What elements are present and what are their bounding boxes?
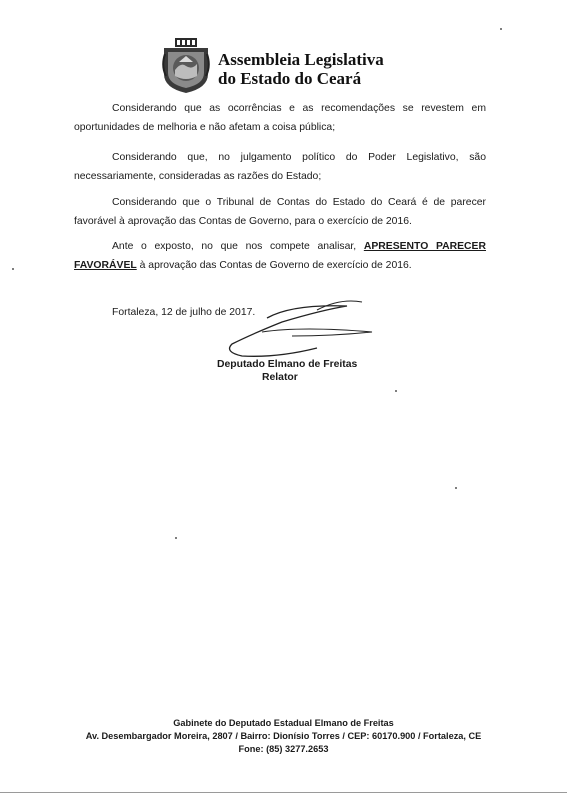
scan-speck — [12, 268, 14, 270]
paragraph-considering-court-opinion: Considerando que o Tribunal de Contas do Estado do Ceará é de parecer favorável à aprovação das Contas de Governo, para o exercício de 2016. — [74, 197, 486, 227]
footer-address: Av. Desembargador Moreira, 2807 / Bairro: Dionísio Torres / CEP: 60170.900 / Fortaleza, CE — [85, 731, 482, 741]
scan-speck — [395, 390, 397, 392]
scan-speck — [500, 28, 502, 30]
scan-speck — [455, 487, 457, 489]
footer-phone: Fone: (85) 3277.2653 — [238, 744, 329, 754]
conclusion-text-before: Ante o exposto, no que nos compete analisar, — [112, 241, 364, 252]
handwritten-signature — [222, 296, 382, 366]
scan-speck — [175, 537, 177, 539]
scan-edge-line — [0, 792, 567, 793]
favorable-opinion-highlight: APRESENTO PARECER FAVORÁVEL — [74, 241, 486, 271]
organization-name-line2: do Estado do Ceará — [218, 69, 362, 88]
paragraph-conclusion — [74, 238, 486, 275]
organization-name — [218, 50, 384, 88]
signer-role: Relator — [262, 372, 298, 383]
paragraph-considering-political-judgment: Considerando que, no julgamento político do Poder Legislativo, são necessariamente, consideradas as razões do Estado; — [74, 152, 486, 182]
footer-office-name: Gabinete do Deputado Estadual Elmano de Freitas — [173, 718, 394, 728]
place-and-date: Fortaleza, 12 de julho de 2017. — [112, 307, 256, 318]
state-seal-logo — [161, 36, 211, 94]
signer-name: Deputado Elmano de Freitas — [217, 359, 358, 370]
conclusion-text-after: à aprovação das Contas de Governo de exercício de 2016. — [136, 259, 412, 271]
organization-name-line1: Assembleia Legislativa — [218, 50, 384, 69]
paragraph-considering-recommendations: Considerando que as ocorrências e as recomendações se revestem em oportunidades de melhoria e não afetam a coisa pública; — [74, 103, 486, 133]
